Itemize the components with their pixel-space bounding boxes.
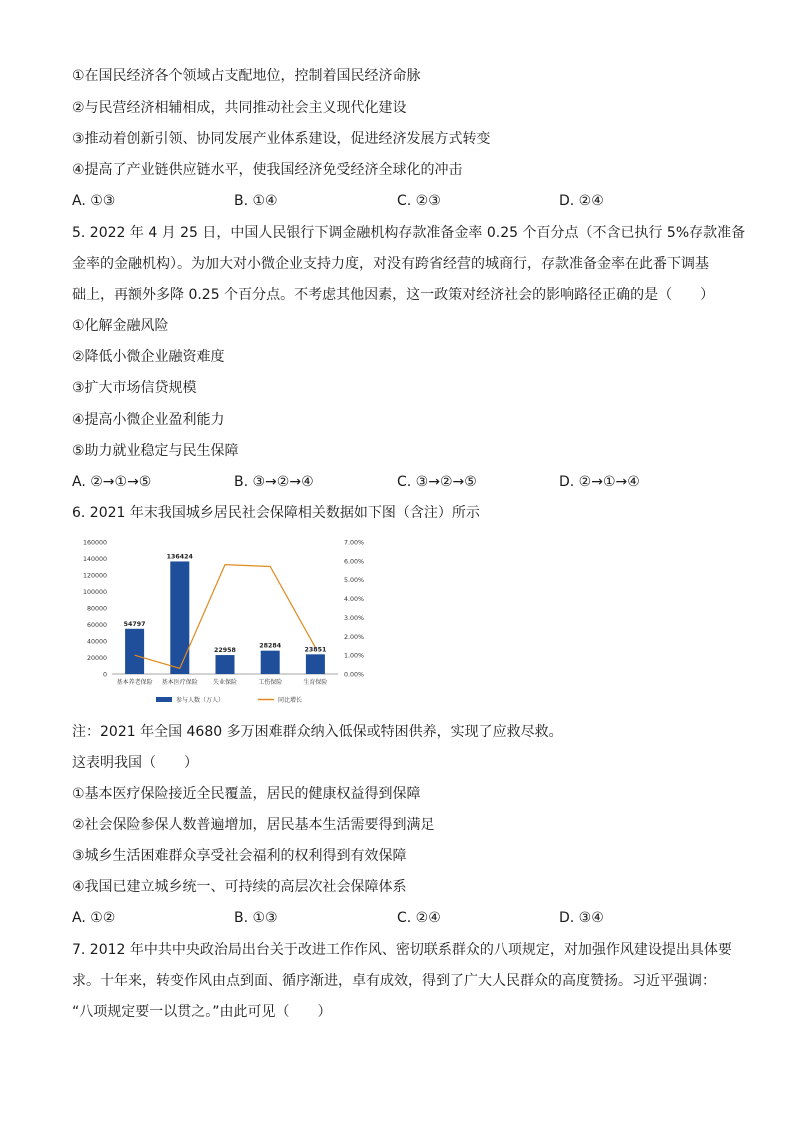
q4-option-c: C. ②③ bbox=[397, 193, 441, 209]
q4-option-a: A. ①③ bbox=[72, 193, 116, 209]
q5-stem-line-2: 金率的金融机构）。为加大对小微企业支持力度，对没有跨省经营的城商行，存款准备金率在此番下调基 bbox=[72, 256, 709, 272]
y-left-tick-label: 120000 bbox=[82, 572, 107, 580]
q6-item-2: ②社会保险参保人数普遍增加，居民基本生活需要得到满足 bbox=[72, 817, 435, 833]
q5-option-d: D. ②→①→④ bbox=[559, 474, 640, 490]
y-right-tick-label: 1.00% bbox=[344, 652, 365, 660]
bar bbox=[125, 629, 144, 674]
bar bbox=[216, 655, 235, 674]
y-right-tick-label: 3.00% bbox=[344, 614, 365, 622]
y-left-tick-label: 140000 bbox=[82, 556, 107, 563]
q5-stem-line-1: 5. 2022 年 4 月 25 日，中国人民银行下调金融机构存款准备金率 0.25 个百分点（不含已执行 5%存款准备 bbox=[72, 225, 746, 241]
y-left-tick-label: 60000 bbox=[86, 622, 107, 629]
x-tick-label: 基本医疗保险 bbox=[161, 679, 198, 686]
y-left-tick-label: 160000 bbox=[82, 539, 107, 547]
q5-item-4: ④提高小微企业盈利能力 bbox=[72, 412, 225, 428]
y-left-tick-label: 80000 bbox=[86, 605, 107, 613]
y-right-tick-label: 4.00% bbox=[344, 596, 365, 604]
q6-option-c: C. ②④ bbox=[397, 910, 441, 926]
q6-option-b: B. ①③ bbox=[234, 910, 278, 926]
q6-item-3: ③城乡生活困难群众享受社会福利的权利得到有效保障 bbox=[72, 848, 407, 864]
q6-note: 注：2021 年全国 4680 多万困难群众纳入低保或特困供养，实现了应救尽救。 bbox=[72, 724, 563, 740]
legend-swatch-bar bbox=[156, 697, 172, 702]
q4-option-b: B. ①④ bbox=[234, 193, 278, 209]
q6-item-1: ①基本医疗保险接近全民覆盖，居民的健康权益得到保障 bbox=[72, 786, 421, 802]
bar bbox=[170, 561, 189, 674]
q4-item-3: ③推动着创新引领、协同发展产业体系建设，促进经济发展方式转变 bbox=[72, 131, 491, 147]
legend-label-line: 同比增长 bbox=[278, 697, 303, 704]
x-tick-label: 失业保险 bbox=[212, 679, 238, 686]
x-tick-label: 工伤保险 bbox=[258, 679, 283, 686]
q4-option-d: D. ②④ bbox=[559, 193, 604, 209]
q5-item-3: ③扩大市场信贷规模 bbox=[72, 380, 197, 396]
q4-item-2: ②与民营经济相辅相成，共同推动社会主义现代化建设 bbox=[72, 100, 407, 116]
q6-option-a: A. ①② bbox=[72, 910, 116, 926]
y-left-tick-label: 20000 bbox=[86, 655, 107, 662]
q5-option-b: B. ③→②→④ bbox=[234, 474, 314, 490]
y-right-tick-label: 7.00% bbox=[344, 539, 365, 547]
q5-item-1: ①化解金融风险 bbox=[72, 318, 169, 334]
bar-data-label: 136424 bbox=[166, 553, 193, 561]
y-right-tick-label: 0.00% bbox=[344, 671, 365, 679]
bar-data-label: 23851 bbox=[304, 646, 327, 654]
y-right-tick-label: 2.00% bbox=[344, 633, 365, 641]
q5-option-a: A. ②→①→⑤ bbox=[72, 474, 152, 490]
bar-data-label: 28284 bbox=[259, 642, 282, 650]
q5-option-c: C. ③→②→⑤ bbox=[397, 474, 477, 490]
social-security-chart bbox=[68, 532, 388, 712]
q5-item-5: ⑤助力就业稳定与民生保障 bbox=[72, 443, 239, 459]
x-tick-label: 生育保险 bbox=[303, 679, 328, 686]
q5-stem-line-3: 础上，再额外多降 0.25 个百分点。不考虑其他因素，这一政策对经济社会的影响路径正确的是（ ） bbox=[72, 287, 715, 303]
q4-item-1: ①在国民经济各个领域占支配地位，控制着国民经济命脉 bbox=[72, 68, 421, 84]
q7-stem-line-1: 7. 2012 年中共中央政治局出台关于改进工作作风、密切联系群众的八项规定，对加强作风建设提出具体要 bbox=[72, 942, 732, 958]
y-left-tick-label: 40000 bbox=[86, 638, 107, 646]
y-right-tick-label: 6.00% bbox=[344, 558, 365, 566]
q6-lead: 这表明我国（ ） bbox=[72, 755, 198, 771]
q5-item-2: ②降低小微企业融资难度 bbox=[72, 349, 225, 365]
q6-item-4: ④我国已建立城乡统一、可持续的高层次社会保障体系 bbox=[72, 879, 407, 895]
x-tick-label: 基本养老保险 bbox=[116, 679, 153, 686]
bar-data-label: 54797 bbox=[123, 620, 146, 628]
bar-data-label: 22958 bbox=[214, 647, 236, 655]
q7-stem-line-3: “八项规定要一以贯之。”由此可见（ ） bbox=[72, 1004, 332, 1020]
q7-stem-line-2: 求。十年来，转变作风由点到面、循序渐进，卓有成效，得到了广大人民群众的高度赞扬。习近平强调： bbox=[72, 973, 716, 989]
legend-label-bar: 参与人数（万人） bbox=[176, 697, 225, 704]
y-left-tick-label: 100000 bbox=[82, 589, 107, 596]
q6-option-d: D. ③④ bbox=[559, 910, 604, 926]
q6-stem: 6. 2021 年末我国城乡居民社会保障相关数据如下图（含注）所示 bbox=[72, 505, 480, 521]
q4-item-4: ④提高了产业链供应链水平，使我国经济免受经济全球化的冲击 bbox=[72, 162, 463, 178]
y-left-tick-label: 0 bbox=[102, 671, 107, 679]
bar bbox=[306, 654, 325, 674]
y-right-tick-label: 5.00% bbox=[344, 577, 365, 585]
bar bbox=[261, 651, 280, 674]
